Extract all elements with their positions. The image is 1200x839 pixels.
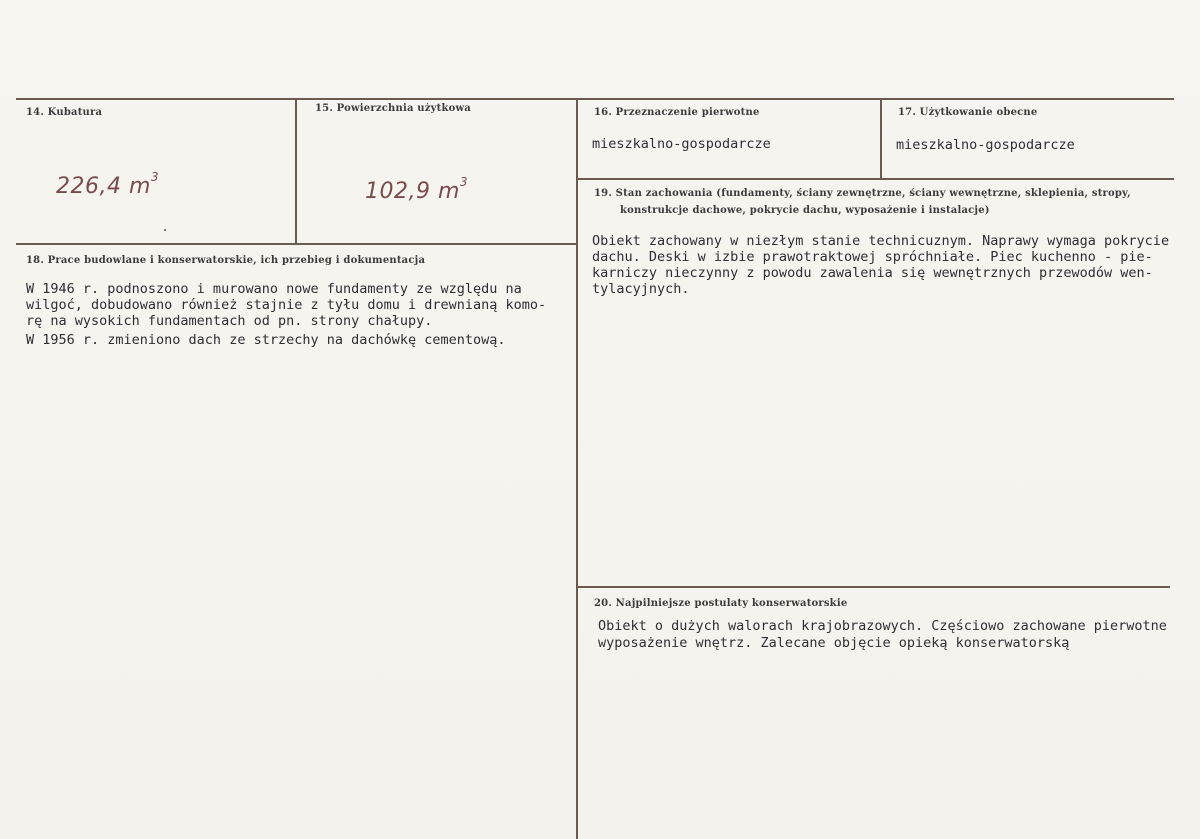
field-15-label: 15. Powierzchnia użytkowa	[315, 103, 471, 114]
divider-16-17	[880, 98, 882, 180]
field-19-label-line-1: 19. Stan zachowania (fundamenty, ściany zewnętrzne, ściany wewnętrzne, sklepienia, stropy,	[594, 188, 1131, 199]
field-20-label: 20. Najpilniejsze postulaty konserwatorskie	[594, 598, 848, 609]
field-17-value: mieszkalno-gospodarcze	[896, 137, 1075, 153]
top-rule	[16, 98, 1174, 100]
field-14-unit-exponent: 3	[150, 170, 160, 184]
field-16-value: mieszkalno-gospodarcze	[592, 136, 771, 152]
field-18-text-line: wilgoć, dobudowano również stajnie z tyłu domu i drewnianą komo-	[26, 297, 547, 313]
field-15-unit-exponent: 3	[459, 175, 469, 189]
field-19-text-line: dachu. Deski w izbie prawotraktowej spróchniałe. Piec kuchenno - pie-	[592, 249, 1153, 265]
field-15-value	[365, 175, 468, 204]
field-18-label: 18. Prace budowlane i konserwatorskie, ich przebieg i dokumentacja	[26, 255, 426, 266]
main-vertical-divider	[576, 98, 578, 839]
field-19-label-line-2: konstrukcje dachowe, pokrycie dachu, wyposażenie i instalacje)	[620, 205, 990, 216]
field-18-text-line: W 1956 r. zmieniono dach ze strzechy na dachówkę cementową.	[26, 332, 506, 348]
field-19-text-line: karniczy nieczynny z powodu zawalenia się wewnętrznych przewodów wen-	[592, 265, 1153, 281]
rule-above-20	[576, 586, 1170, 588]
pen-mark	[164, 229, 166, 231]
field-16-label: 16. Przeznaczenie pierwotne	[594, 107, 760, 118]
field-19-text-line: tylacyjnych.	[592, 281, 690, 297]
field-14-label: 14. Kubatura	[26, 107, 103, 118]
field-18-text-line: rę na wysokich fundamentach od pn. strony chałupy.	[26, 313, 433, 329]
field-15-number: 102,9 m	[365, 179, 460, 204]
field-20-text-line: wyposażenie wnętrz. Zalecane objęcie opieką konserwatorską	[598, 635, 1070, 651]
field-20-text-line: Obiekt o dużych walorach krajobrazowych. Częściowo zachowane pierwotne	[598, 618, 1167, 634]
field-14-number: 226,4 m	[56, 174, 151, 199]
rule-under-16-17	[576, 178, 1174, 180]
rule-under-14-15	[16, 243, 578, 245]
divider-14-15	[295, 98, 297, 244]
field-18-text-line: W 1946 r. podnoszono i murowano nowe fundamenty ze względu na	[26, 281, 522, 297]
field-17-label: 17. Użytkowanie obecne	[898, 107, 1038, 118]
field-14-value	[56, 170, 159, 199]
field-19-text-line: Obiekt zachowany w niezłym stanie technicuznym. Naprawy wymaga pokrycie	[592, 233, 1170, 249]
